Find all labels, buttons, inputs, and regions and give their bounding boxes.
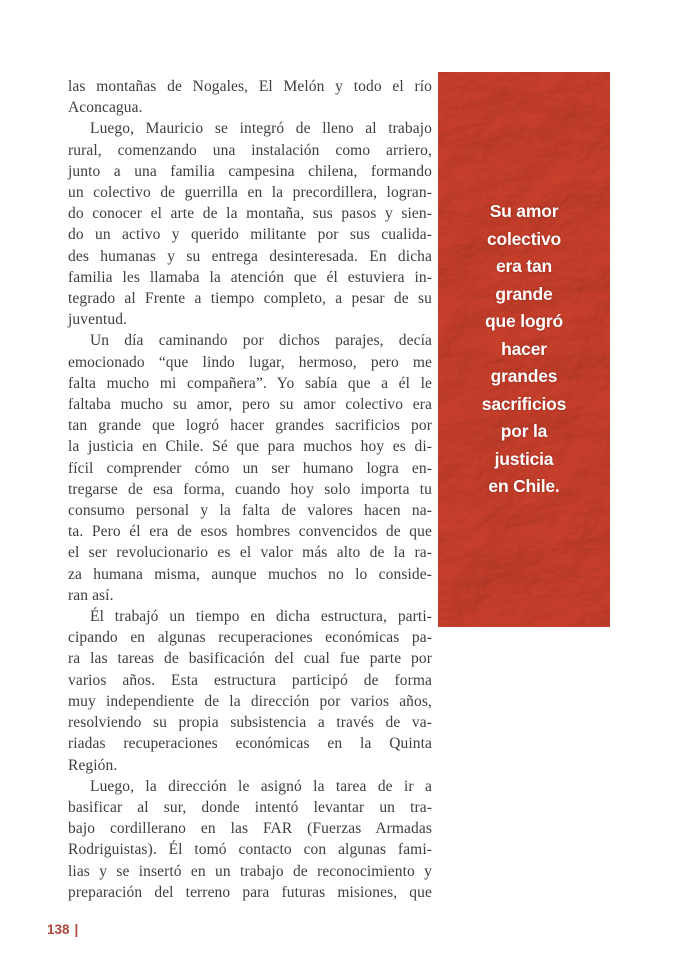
body-text-line: Región. [68,756,118,774]
body-text-line: familia les llamaba la atención que él estuviera in- [68,268,432,286]
body-text-line: varios años. Esta estructura participó de forma [68,671,432,689]
body-text-line: el ser revolucionario es el valor más alto de la ra- [68,544,432,562]
body-text-line: rural, comenzando una instalación como arriero, [68,141,432,159]
body-text-line: falta mucho mi compañera”. Yo sabía que a él le [68,374,432,392]
body-text-line: juventud. [68,311,128,329]
body-text-line: preparación del terreno para futuras misiones, que [68,883,432,901]
body-text-line: Un día caminando por dichos parajes, decía [90,332,432,350]
text-column [68,76,432,903]
body-text-line: tregarse de esa forma, cuando hoy solo importa tu [68,480,432,498]
body-text-line: cipando en algunas recuperaciones económicas pa- [68,629,432,647]
pull-quote [438,72,610,627]
pull-quote-line: hacer [501,338,547,359]
pull-quote-line: Su amor [489,201,559,222]
body-text-line: las montañas de Nogales, El Melón y todo el río [68,78,432,95]
pull-quote-text [438,72,610,627]
pull-quote-line: por la [500,421,548,442]
body-text-line: riadas recuperaciones económicas en la Quinta [68,735,432,753]
body-text-line: ra las tareas de basificación del cual fue parte por [68,650,432,668]
pull-quote-line: grande [495,283,553,304]
pull-quote-line: que logró [485,311,563,332]
body-text-line: consumo personal y la falta de valores hacen na- [68,502,432,520]
body-text-line: la justicia en Chile. Sé que para muchos hoy es di- [68,438,432,456]
body-text-line: fícil comprender cómo un ser humano logra en- [68,459,432,477]
body-text-line: muy independiente de la dirección por varios años, [68,692,432,710]
body-text-line: emocionado “que lindo lugar, hermoso, pero me [68,353,432,371]
body-text-line: do conocer el arte de la montaña, sus pasos y sien- [68,205,432,223]
page-number: 138 [47,922,70,937]
body-text-line: Él trabajó un tiempo en dicha estructura, parti- [90,608,432,626]
body-text-line: lias y se insertó en un trabajo de reconocimiento y [68,862,432,880]
pull-quote-line: justicia [494,448,554,469]
page-number-separator: | [74,922,79,937]
body-text-line: basificar al sur, donde intentó levantar un tra- [68,798,432,816]
body-text-line: tegrado al Frente a tiempo completo, a pesar de su [68,290,432,308]
body-text-line: ta. Pero él era de esos hombres convencidos de que [68,523,432,541]
body-text-line: junto a una familia campesina chilena, formando [68,162,432,180]
body-text-line: resolviendo su propia subsistencia a través de va- [68,714,432,732]
pull-quote-line: sacrificios [481,393,567,414]
body-text-line: do un activo y querido militante por sus cualida- [68,226,432,244]
body-text-line: des humanas y su entrega desinteresada. En dicha [68,247,432,265]
body-text-line: ran así. [68,586,114,604]
page-footer [47,922,78,937]
body-text-line: za humana misma, aunque muchos no lo conside- [68,565,432,583]
body-text-line: Luego, la dirección le asignó la tarea de ir a [90,777,432,795]
body-text-line: tan grande que logró hacer grandes sacrificios por [68,417,432,435]
body-text-line: Luego, Mauricio se integró de lleno al trabajo [90,120,432,138]
pull-quote-line: colectivo [486,228,562,249]
body-text-line: Aconcagua. [68,99,143,117]
body-text-line: Rodriguistas). Él tomó contacto con algunas fami- [68,841,432,859]
body-text-line: un colectivo de guerrilla en la precordillera, logran- [68,184,432,202]
body-text-line: faltaba mucho su amor, pero su amor colectivo era [68,396,432,414]
body-text-line: bajo cordillerano en las FAR (Fuerzas Armadas [68,820,432,838]
pull-quote-line: era tan [496,256,552,277]
pull-quote-line: grandes [490,366,558,387]
pull-quote-line: en Chile. [488,476,560,497]
